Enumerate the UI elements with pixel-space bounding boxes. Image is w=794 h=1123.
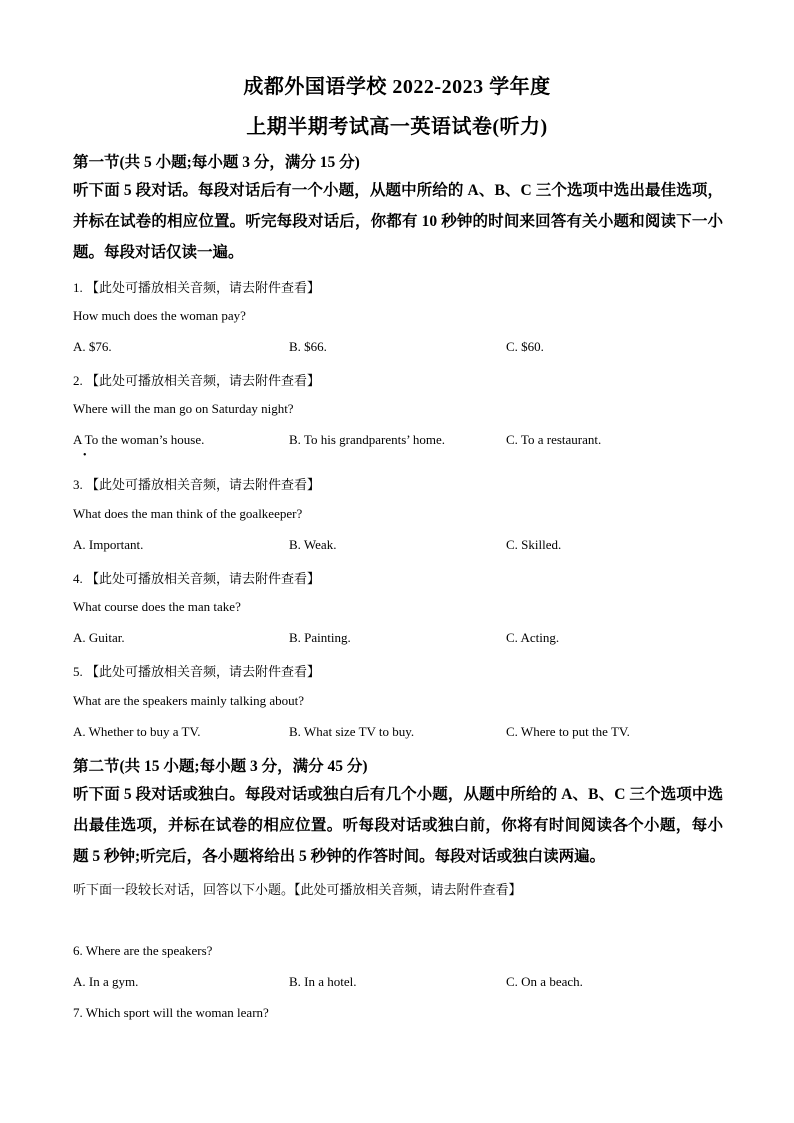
section2-audio-note: 听下面一段较长对话，回答以下小题。【此处可播放相关音频，请去附件查看】 [73, 882, 522, 897]
q1-question: How much does the woman pay? [73, 308, 246, 323]
q6-option-c: C. On a beach. [506, 974, 583, 989]
stray-dot-mark: • [83, 450, 87, 461]
exam-title-line2: 上期半期考试高一英语试卷(听力) [246, 116, 548, 138]
q5-question: What are the speakers mainly talking about? [73, 693, 305, 708]
q3-option-b: B. Weak. [289, 537, 337, 552]
q3-question: What does the man think of the goalkeeper? [73, 506, 303, 521]
q4-option-a: A. Guitar. [73, 630, 125, 645]
q7-question: 7. Which sport will the woman learn? [73, 1005, 269, 1020]
q4-question: What course does the man take? [73, 599, 241, 614]
q4-option-b: B. Painting. [289, 630, 351, 645]
q1-option-b: B. $66. [289, 339, 327, 354]
q3-option-c: C. Skilled. [506, 537, 562, 552]
q4-audio-note: 4. 【此处可播放相关音频，请去附件查看】 [73, 571, 321, 586]
q6-option-a: A. In a gym. [73, 974, 139, 989]
q5-option-c: C. Where to put the TV. [506, 724, 630, 739]
exam-title-line1: 成都外国语学校 2022-2023 学年度 [243, 76, 551, 98]
q1-audio-note: 1. 【此处可播放相关音频，请去附件查看】 [73, 280, 321, 295]
q2-audio-note: 2. 【此处可播放相关音频，请去附件查看】 [73, 373, 321, 388]
section2-header: 第二节(共 15 小题;每小题 3 分，满分 45 分) [73, 758, 368, 775]
q2-question: Where will the man go on Saturday night? [73, 401, 294, 416]
q1-option-c: C. $60. [506, 339, 544, 354]
q5-option-b: B. What size TV to buy. [289, 724, 415, 739]
q4-option-c: C. Acting. [506, 630, 560, 645]
q6-option-b: B. In a hotel. [289, 974, 357, 989]
q2-option-b: B. To his grandparents’ home. [289, 432, 446, 447]
section2-instructions: 听下面 5 段对话或独白。每段对话或独白后有几个小题，从题中所给的 A、B、C 三个选项中选出最佳选项，并标在试卷的相应位置。听每段对话或独白前，你将有时间阅读各个小题，每小题 5 秒钟;听完后，各小题将给出 5 秒钟的作答时间。每段对话或独白读两遍。 [73, 786, 723, 865]
q3-option-a: A. Important. [73, 537, 144, 552]
q2-option-c: C. To a restaurant. [506, 432, 602, 447]
q6-question: 6. Where are the speakers? [73, 943, 213, 958]
q1-option-a: A. $76. [73, 339, 112, 354]
section1-header: 第一节(共 5 小题;每小题 3 分，满分 15 分) [73, 154, 360, 171]
q2-option-a: A To the woman’s house. [73, 432, 205, 447]
q5-audio-note: 5. 【此处可播放相关音频，请去附件查看】 [73, 664, 321, 679]
section1-instructions: 听下面 5 段对话。每段对话后有一个小题，从题中所给的 A、B、C 三个选项中选出最佳选项，并标在试卷的相应位置。听完每段对话后，你都有 10 秒钟的时间来回答有关小题和阅读下一小题。每段对话仅读一遍。 [73, 182, 723, 261]
q3-audio-note: 3. 【此处可播放相关音频，请去附件查看】 [73, 477, 321, 492]
q5-option-a: A. Whether to buy a TV. [73, 724, 201, 739]
